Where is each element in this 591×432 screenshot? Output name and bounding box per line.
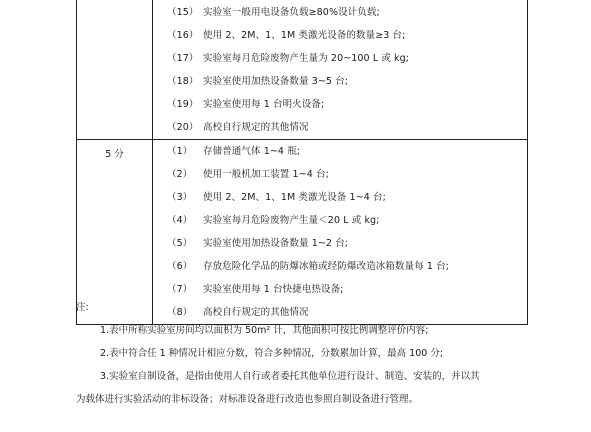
items-cell — [153, 0, 528, 140]
notes-section — [76, 296, 526, 411]
item-number: （2） — [167, 169, 193, 180]
item-text: 实验室使用每 1 台明火设备; — [203, 99, 325, 110]
list-item — [153, 209, 527, 232]
note-2: 2.表中符合任 1 种情况计相应分数，符合多种情况，分数累加计算，最高 100 分; — [100, 348, 444, 359]
note-3-continued: 为载体进行实验活动的非标设备；对标准设备进行改造也参照自制设备进行管理。 — [76, 394, 419, 405]
list-item — [153, 47, 527, 70]
item-number: （20） — [167, 122, 199, 133]
list-item — [153, 186, 527, 209]
list-item — [153, 1, 527, 24]
note-3: 3.实验室自制设备，是指由使用人自行或者委托其他单位进行设计、制造、安装的，并以其 — [100, 371, 480, 382]
item-text: 使用 2、2M、1、1M 类激光设备 1~4 台; — [203, 192, 386, 203]
item-text: 存储普通气体 1~4 瓶; — [203, 146, 301, 157]
list-item — [153, 140, 527, 163]
item-number: （4） — [167, 215, 193, 226]
list-item — [153, 255, 527, 278]
item-number: （16） — [167, 30, 199, 41]
item-text: 实验室每月危险废物产生量为 20~100 L 或 kg; — [203, 53, 410, 64]
item-number: （8） — [167, 307, 193, 318]
item-number: （19） — [167, 99, 199, 110]
item-number: （15） — [167, 7, 199, 18]
item-text: 实验室使用加热设备数量 1~2 台; — [203, 238, 349, 249]
item-text: 实验室使用加热设备数量 3~5 台; — [203, 76, 349, 87]
item-text: 高校自行规定的其他情况 — [203, 122, 309, 133]
item-number: （1） — [167, 146, 193, 157]
score-cell — [77, 0, 153, 140]
item-text: 存放危险化学品的防爆冰箱或经防爆改造冰箱数量每 1 台; — [203, 261, 450, 272]
item-text: 实验室使用每 1 台快捷电热设备; — [203, 284, 344, 295]
item-text: 实验室一般用电设备负载≥80%设计负载; — [203, 7, 380, 18]
item-text: 实验室每月危险废物产生量＜20 L 或 kg; — [203, 215, 380, 226]
list-item — [153, 116, 527, 139]
list-item — [153, 163, 527, 186]
list-item — [153, 93, 527, 116]
score-cell: 5 分 — [77, 140, 153, 325]
item-text: 高校自行规定的其他情况 — [203, 307, 309, 318]
scoring-table — [76, 0, 528, 325]
table-row — [77, 0, 528, 140]
item-number: （6） — [167, 261, 193, 272]
notes-label: 注: — [76, 302, 89, 313]
list-item — [153, 70, 527, 93]
item-number: （18） — [167, 76, 199, 87]
list-item — [153, 232, 527, 255]
item-number: （5） — [167, 238, 193, 249]
item-number: （3） — [167, 192, 193, 203]
note-1: 1.表中所称实验室房间均以面积为 50m² 计，其他面积可按比例调整评价内容; — [100, 325, 429, 336]
item-number: （7） — [167, 284, 193, 295]
item-text: 使用 2、2M、1、1M 类激光设备的数量≥3 台; — [203, 30, 406, 41]
list-item — [153, 24, 527, 47]
item-number: （17） — [167, 53, 199, 64]
item-text: 使用一般机加工装置 1~4 台; — [203, 169, 329, 180]
